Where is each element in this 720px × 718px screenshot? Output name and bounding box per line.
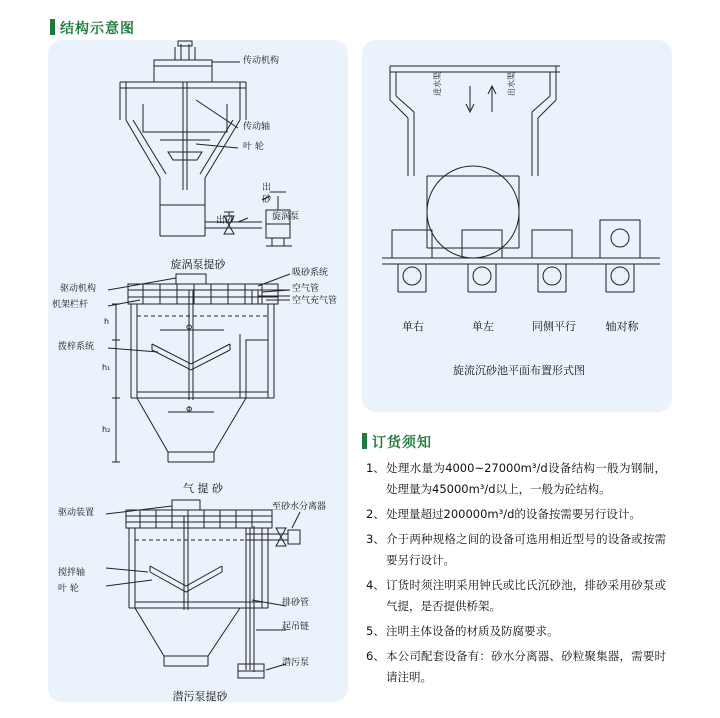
label-stir-shaft: 搅拌轴	[58, 568, 86, 578]
label-to-sand-water-separator: 至砂水分离器	[272, 502, 327, 512]
label-sand-out-vertical: 出 砂	[262, 183, 272, 205]
label-inlet-channel: 进水渠	[433, 72, 442, 96]
section-title-structure: 结构示意图	[60, 21, 135, 37]
label-diameter-bottom: Φ	[186, 405, 193, 414]
list-item	[366, 575, 666, 617]
label-layout-axis-symmetric: 轴对称	[605, 320, 639, 333]
list-item	[366, 504, 666, 525]
list-item-number: 4、	[366, 578, 385, 592]
label-impeller-3: 叶 轮	[58, 584, 79, 594]
label-dimension-h: h	[104, 317, 110, 326]
list-item-text: 订货时须注明采用钟氏或比氏沉砂池，排砂采用砂泵或气提，是否提供桥架。	[386, 578, 666, 613]
list-item-number: 2、	[366, 507, 385, 521]
caption-figure-plan-layout: 旋流沉砂池平面布置形式图	[453, 364, 585, 377]
label-vortex-pump: 旋涡泵	[272, 212, 300, 222]
label-suction-system: 吸砂系统	[292, 268, 329, 278]
label-sand-out: 出砂	[216, 216, 235, 226]
label-drive-mechanism: 驱动机构	[60, 284, 97, 294]
list-item	[366, 529, 666, 571]
list-item	[366, 621, 666, 642]
list-item	[366, 646, 666, 688]
list-item-text: 介于两种规格之间的设备可选用相近型号的设备或按需要另行设计。	[386, 532, 666, 567]
label-layout-single-right: 单右	[402, 320, 424, 333]
list-item-number: 6、	[366, 649, 385, 663]
label-air-charge-pipe: 空气充气管	[292, 296, 338, 306]
caption-figure-air-lift: 气 提 砂	[183, 482, 223, 495]
list-item-text: 注明主体设备的材质及防腐要求。	[386, 624, 559, 638]
label-transmission-mechanism: 传动机构	[243, 56, 280, 66]
label-frame-rail: 机架栏杆	[52, 300, 89, 310]
label-sand-discharge-pipe: 排砂管	[282, 598, 310, 608]
caption-figure-submersible-pump: 潜污泵提砂	[172, 690, 228, 703]
label-diameter-top: Φ	[186, 323, 193, 332]
list-item-number: 3、	[366, 532, 385, 546]
list-item	[366, 458, 666, 500]
label-lifting-chain: 起吊链	[282, 622, 310, 632]
label-dimension-h2: h₂	[102, 425, 111, 434]
caption-figure-vortex-pump: 旋涡泵提砂	[170, 258, 226, 271]
section-title-order: 订货须知	[372, 435, 432, 451]
label-outlet-channel: 出水渠	[507, 72, 516, 96]
label-dimension-h1: h₁	[102, 363, 111, 372]
list-item-text: 本公司配套设备有：砂水分离器、砂粒聚集器，需要时请注明。	[386, 649, 666, 684]
label-transmission-shaft: 传动轴	[243, 122, 271, 132]
label-stir-system: 拨梓系统	[58, 342, 95, 352]
label-submersible-pump: 潜污泵	[282, 658, 310, 668]
list-item-text: 处理水量为4000~27000m³/d设备结构一般为钢制，处理量为45000m³/d以上，一般为砼结构。	[386, 461, 666, 496]
label-impeller: 叶 轮	[243, 142, 264, 152]
list-item-text: 处理量超过200000m³/d的设备按需要另行设计。	[386, 507, 641, 521]
label-layout-parallel: 同侧平行	[532, 320, 576, 333]
label-layout-single-left: 单左	[472, 320, 494, 333]
list-item-number: 1、	[366, 461, 385, 475]
list-item-number: 5、	[366, 624, 385, 638]
order-notes-list	[366, 458, 666, 692]
label-air-pipe: 空气管	[292, 284, 320, 294]
label-drive-device: 驱动装置	[58, 508, 95, 518]
